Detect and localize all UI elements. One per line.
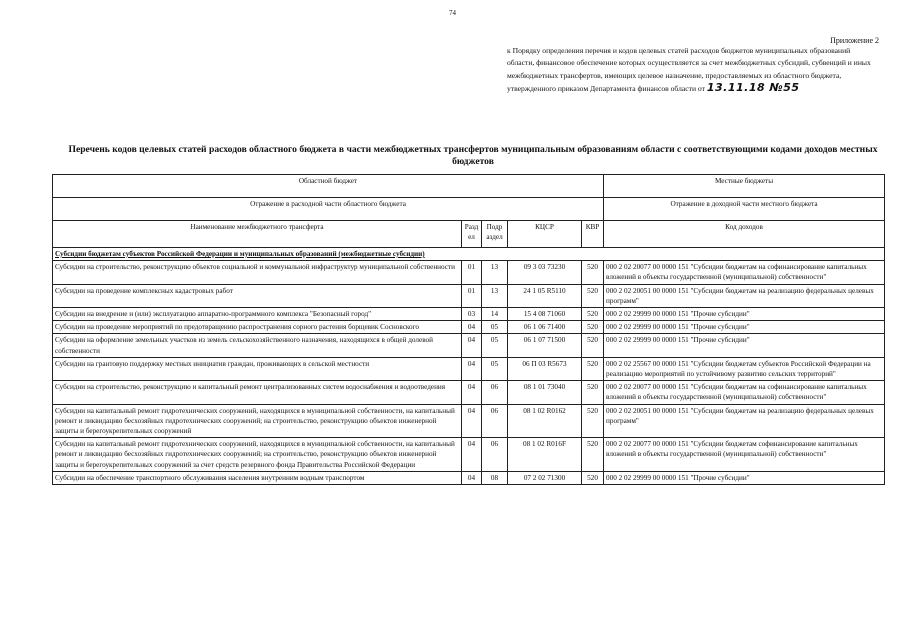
- page-number: 74: [449, 9, 456, 17]
- col-name-header: Наименование межбюджетного трансферта: [53, 221, 462, 248]
- col-kvr-header: КВР: [582, 221, 604, 248]
- section-row: [53, 248, 885, 261]
- cell-kcsr: 06 1 07 71500: [508, 334, 582, 357]
- table-top-header: [53, 175, 885, 198]
- col-income-header: Код доходов: [604, 221, 885, 248]
- table-row: [53, 261, 885, 284]
- header-regional-budget: Областной бюджет: [53, 175, 604, 198]
- table-row: [53, 284, 885, 307]
- cell-razd: 03: [462, 308, 482, 321]
- cell-razd: 04: [462, 334, 482, 357]
- cell-name: Субсидии на строительство, реконструкцию и капитальный ремонт централизованных систем водоснабжения и водоотведения: [53, 381, 462, 404]
- cell-income: 000 2 02 29999 00 0000 151 "Прочие субсидии": [604, 308, 885, 321]
- cell-podrazd: 13: [482, 261, 508, 284]
- cell-kvr: 520: [582, 321, 604, 334]
- cell-podrazd: 06: [482, 438, 508, 472]
- cell-kvr: 520: [582, 284, 604, 307]
- cell-podrazd: 06: [482, 381, 508, 404]
- cell-razd: 04: [462, 404, 482, 438]
- cell-kvr: 520: [582, 357, 604, 380]
- handwritten-signature: 13.11.18 №55: [706, 81, 800, 95]
- cell-kcsr: 15 4 08 71060: [508, 308, 582, 321]
- appendix-text: [507, 45, 879, 96]
- cell-name: Субсидии на капитальный ремонт гидротехнических сооружений, находящихся в муниципальной собственности, на капитальный ремонт и ликвидацию бесхозяйных гидротехнических сооружений; на строительство, реконструкцию объектов инженерной защиты и берегоукрепительных сооружений: [53, 404, 462, 438]
- cell-razd: 04: [462, 321, 482, 334]
- document-title: Перечень кодов целевых статей расходов областного бюджета в части межбюджетных трансфертов муниципальным образованиям области с соответствующими кодами доходов местных бюджетов: [68, 144, 878, 167]
- cell-income: 000 2 02 20077 00 0000 151 "Субсидии бюджетам на софинансирование капитальных вложений в объекты государственной (муниципальной) собственности": [604, 261, 885, 284]
- cell-income: 000 2 02 20077 00 0000 151 "Субсидии бюджетам на софинансирование капитальных вложений в объекты государственной (муниципальной) собственности": [604, 381, 885, 404]
- cell-income: 000 2 02 20051 00 0000 151 "Субсидии бюджетам на реализацию федеральных целевых программ": [604, 404, 885, 438]
- table-row: [53, 308, 885, 321]
- col-kcsr-header: КЦСР: [508, 221, 582, 248]
- cell-podrazd: 14: [482, 308, 508, 321]
- subheader-expenditure: Отражение в расходной части областного бюджета: [53, 198, 604, 221]
- table-row: [53, 381, 885, 404]
- cell-razd: 04: [462, 471, 482, 484]
- cell-income: 000 2 02 20051 00 0000 151 "Субсидии бюджетам на реализацию федеральных целевых программ": [604, 284, 885, 307]
- cell-podrazd: 08: [482, 471, 508, 484]
- cell-income: 000 2 02 25567 00 0000 151 "Субсидии бюджетам субъектов Российской Федерации на реализацию мероприятий по устойчивому развитию сельских территорий": [604, 357, 885, 380]
- cell-kvr: 520: [582, 381, 604, 404]
- section-title: Субсидии бюджетам субъектов Российской Федерации и муниципальных образований (межбюджетные субсидии): [53, 248, 885, 261]
- cell-income: 000 2 02 29999 00 0000 151 "Прочие субсидии": [604, 334, 885, 357]
- cell-podrazd: 05: [482, 334, 508, 357]
- cell-kcsr: 07 2 02 71300: [508, 471, 582, 484]
- cell-kcsr: 08 1 02 R0162: [508, 404, 582, 438]
- cell-income: 000 2 02 29999 00 0000 151 "Прочие субсидии": [604, 471, 885, 484]
- cell-razd: 01: [462, 284, 482, 307]
- transfers-table: [52, 174, 885, 485]
- cell-kcsr: 06 1 06 71400: [508, 321, 582, 334]
- cell-kvr: 520: [582, 438, 604, 472]
- cell-kvr: 520: [582, 334, 604, 357]
- table-row: [53, 471, 885, 484]
- cell-podrazd: 13: [482, 284, 508, 307]
- cell-kvr: 520: [582, 404, 604, 438]
- appendix-heading: Приложение 2: [830, 36, 879, 45]
- cell-podrazd: 05: [482, 357, 508, 380]
- table-row: [53, 357, 885, 380]
- cell-kcsr: 06 П 03 R5673: [508, 357, 582, 380]
- column-header-row: [53, 221, 885, 248]
- table-row: [53, 321, 885, 334]
- cell-name: Субсидии на внедрение и (или) эксплуатацию аппаратно-программного комплекса "Безопасный город": [53, 308, 462, 321]
- cell-podrazd: 06: [482, 404, 508, 438]
- cell-name: Субсидии на обеспечение транспортного обслуживания населения внутренним водным транспортом: [53, 471, 462, 484]
- cell-name: Субсидии на строительство, реконструкцию объектов социальной и коммунальной инфраструктур муниципальной собственности: [53, 261, 462, 284]
- cell-name: Субсидии на проведение комплексных кадастровых работ: [53, 284, 462, 307]
- cell-income: 000 2 02 20077 00 0000 151 "Субсидии бюджетам софинансирование капитальных вложений в объекты государственной (муниципальной) собственности": [604, 438, 885, 472]
- cell-name: Субсидии на грантовую поддержку местных инициатив граждан, проживающих в сельской местности: [53, 357, 462, 380]
- header-local-budgets: Местные бюджеты: [604, 175, 885, 198]
- cell-kvr: 520: [582, 308, 604, 321]
- cell-razd: 01: [462, 261, 482, 284]
- col-razd-header: Разд ел: [462, 221, 482, 248]
- cell-razd: 04: [462, 381, 482, 404]
- cell-income: 000 2 02 29999 00 0000 151 "Прочие субсидии": [604, 321, 885, 334]
- cell-name: Субсидии на оформление земельных участков из земель сельскохозяйственного назначения, находящихся в общей долевой собственности: [53, 334, 462, 357]
- col-podrazd-header: Подр аздел: [482, 221, 508, 248]
- cell-kcsr: 09 3 03 73230: [508, 261, 582, 284]
- cell-kcsr: 08 1 02 R016F: [508, 438, 582, 472]
- cell-name: Субсидии на проведение мероприятий по предотвращению распространения сорного растения борщевик Сосновского: [53, 321, 462, 334]
- appendix-description: к Порядку определения перечня и кодов целевых статей расходов бюджетов муниципальных образований области, финансовое обеспечение которых осуществляется за счет межбюджетных субсидий, субвенций и иных межбюджетных трансфертов, имеющих целевое назначение, предоставляемых из областного бюджета, утвержденного приказом Департамента финансов области от: [507, 46, 871, 94]
- subheader-income: Отражение в доходной части местного бюджета: [604, 198, 885, 221]
- cell-razd: 04: [462, 438, 482, 472]
- cell-podrazd: 05: [482, 321, 508, 334]
- cell-kvr: 520: [582, 471, 604, 484]
- cell-kcsr: 08 1 01 73040: [508, 381, 582, 404]
- cell-name: Субсидии на капитальный ремонт гидротехнических сооружений, находящихся в муниципальной собственности, на капитальный ремонт и ликвидацию бесхозяйных гидротехнических сооружений; на строительство, реконструкцию объектов инженерной защиты и берегоукрепительных сооружений за счет средств резервного фонда Правительства Российской Федерации: [53, 438, 462, 472]
- table-row: [53, 404, 885, 438]
- cell-kvr: 520: [582, 261, 604, 284]
- table-row: [53, 334, 885, 357]
- cell-kcsr: 24 1 05 R5110: [508, 284, 582, 307]
- table-row: [53, 438, 885, 472]
- table-sub-header: [53, 198, 885, 221]
- cell-razd: 04: [462, 357, 482, 380]
